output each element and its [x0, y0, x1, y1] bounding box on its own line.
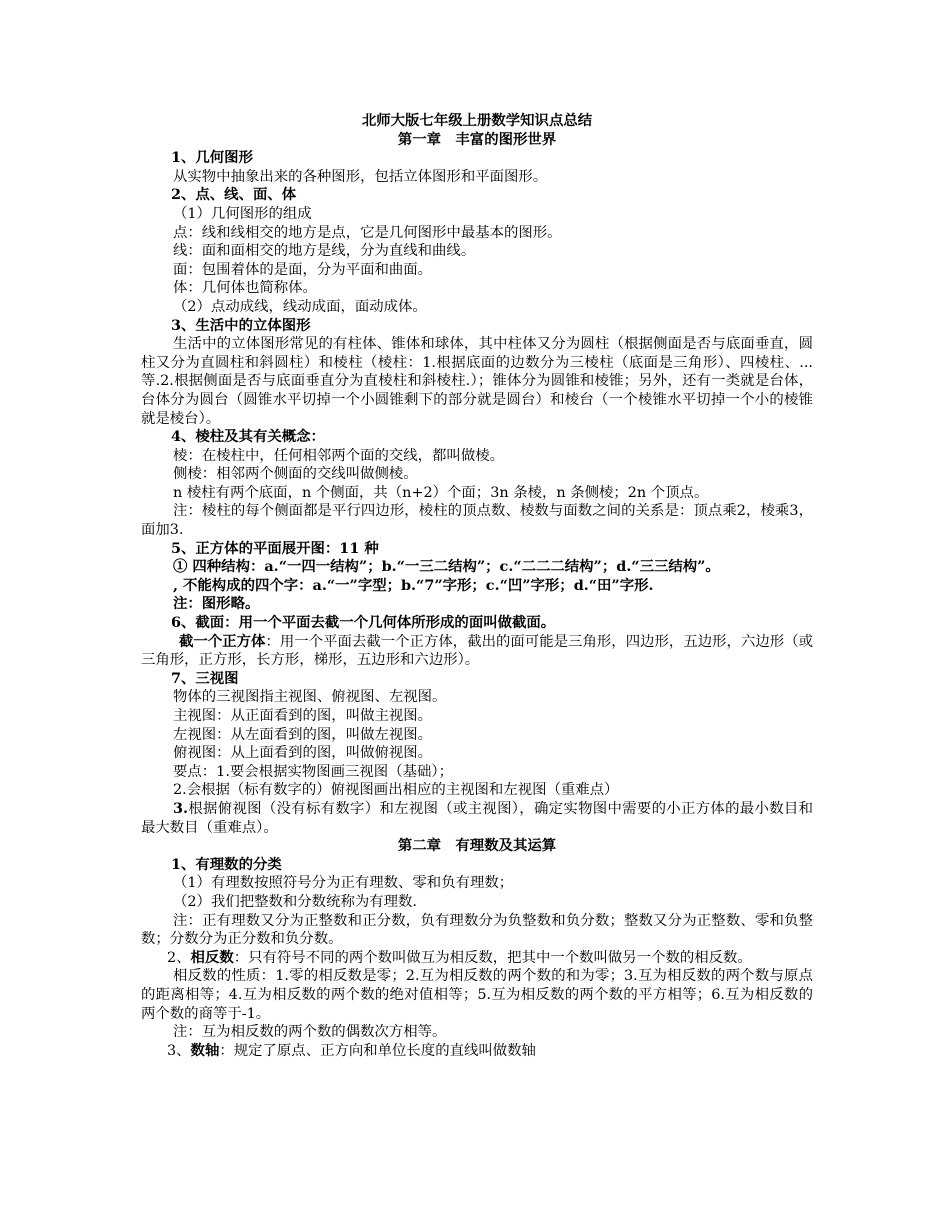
paragraph: n 棱柱有两个底面，n 个侧面，共（n+2）个面；3n 条棱，n 条侧棱；2n 个顶点。: [173, 484, 709, 501]
paragraph: 2.会根据（标有数字的）俯视图画出相应的主视图和左视图（重难点）: [173, 782, 619, 799]
paragraph: 点：线和线相交的地方是点，它是几何图形中最基本的图形。: [173, 224, 562, 241]
bold-number: 3.: [173, 799, 189, 817]
paragraph: ① 四种结构：a.“一四一结构”；b.“一三二结构”；c.“二二二结构”；d.“三三结构”。: [173, 558, 720, 576]
paragraph: 棱：在棱柱中，任何相邻两个面的交线，都叫做棱。: [173, 447, 504, 464]
paragraph: 相反数的性质：1.零的相反数是零；2.互为相反数的两个数的和为零；3.互为相反数的两个数与原点的距离相等；4.互为相反数的两个数的绝对值相等；5.互为相反数的两个数的平方相等；6.互为相反数的两个数的商等于-1。: [141, 968, 813, 1022]
paragraph: （2）点动成线，线动成面，面动成体。: [173, 298, 427, 315]
section-heading: 1、有理数的分类: [171, 855, 282, 873]
paragraph-text: ：只有符号不同的两个数叫做互为相反数，把其中一个数叫做另一个数的相反数。: [233, 949, 752, 966]
paragraph: （1）有理数按照符号分为正有理数、零和负有理数；: [173, 875, 514, 892]
paragraph: 体：几何体也简称体。: [173, 280, 317, 297]
section-heading: 6、截面：用一个平面去截一个几何体所形成的面叫做截面。: [171, 614, 556, 632]
paragraph-text: 根据俯视图（没有标有数字）和左视图（或主视图），确定实物图中需要的小正方体的最小数目和最大数目（重难点）。: [141, 800, 813, 836]
chapter-2-title: 第二章 有理数及其运算: [397, 837, 557, 855]
section-heading: 4、棱柱及其有关概念：: [171, 428, 325, 446]
paragraph: 注：正有理数又分为正整数和正分数，负有理数分为负整数和负分数；整数又分为正整数、零和负整数；分数分为正分数和负分数。: [141, 912, 813, 948]
section-number: 3、: [167, 1042, 191, 1059]
paragraph: 从实物中抽象出来的各种图形，包括立体图形和平面图形。: [173, 168, 548, 185]
section-heading: 1、几何图形: [171, 149, 253, 167]
paragraph: （2）我们把整数和分数统称为有理数.: [173, 893, 417, 910]
document-page: [141, 112, 813, 1060]
paragraph: [141, 1042, 813, 1061]
section-heading: 5、正方体的平面展开图：11 种: [171, 539, 379, 557]
paragraph: （1）几何图形的组成: [173, 205, 312, 222]
paragraph: 生活中的立体图形常见的有柱体、锥体和球体，其中柱体又分为圆柱（根据侧面是否与底面垂直，圆柱又分为直圆柱和斜圆柱）和棱柱（棱柱：1.根据底面的边数分为三棱柱（底面是三角形）、四棱柱、...等.2.根据侧面是否与底面垂直分为直棱柱和斜棱柱.）；锥体分为圆锥和棱锥；另外，还有一类就是台体，台体分为圆台（圆锥水平切掉一个小圆锥剩下的部分就是圆台）和棱台（一个棱锥水平切掉一个小的棱锥就是棱台）。: [141, 336, 813, 427]
section-heading: 7、三视图: [171, 669, 239, 687]
paragraph: 要点：1.要会根据实物图画三视图（基础）；: [173, 763, 453, 780]
bold-term: 数轴: [190, 1041, 220, 1059]
paragraph-text: ：规定了原点、正方向和单位长度的直线叫做数轴: [219, 1042, 536, 1059]
paragraph: 左视图：从左面看到的图，叫做左视图。: [173, 726, 433, 743]
paragraph: 物体的三视图指主视图、俯视图、左视图。: [173, 689, 447, 706]
paragraph: 注：棱柱的每个侧面都是平行四边形，棱柱的顶点数、棱数与面数之间的关系是：顶点乘2，棱乘3，面加3.: [141, 503, 813, 539]
section-heading: 2、点、线、面、体: [171, 186, 297, 204]
paragraph: [141, 949, 813, 968]
paragraph: 俯视图：从上面看到的图，叫做俯视图。: [173, 745, 433, 762]
paragraph: 注：图形略。: [173, 595, 260, 613]
paragraph: 线：面和面相交的地方是线，分为直线和曲线。: [173, 243, 476, 260]
bold-term: 相反数: [190, 948, 234, 966]
chapter-1-title: 第一章 丰富的图形世界: [397, 130, 557, 148]
paragraph: [141, 633, 813, 670]
document-title: 北师大版七年级上册数学知识点总结: [361, 112, 593, 129]
paragraph-text: ：用一个平面去截一个正方体，截出的面可能是三角形，四边形，五边形，六边形（或三角形，正方形，长方形，梯形，五边形和六边形）。: [141, 633, 813, 669]
paragraph: [141, 800, 813, 837]
bold-term: 截一个正方体: [179, 632, 266, 650]
paragraph: 侧棱：相邻两个侧面的交线叫做侧棱。: [173, 466, 418, 483]
paragraph: 注：互为相反数的两个数的偶数次方相等。: [173, 1024, 447, 1041]
section-number: 2、: [167, 949, 191, 966]
paragraph: 面：包围着体的是面，分为平面和曲面。: [173, 261, 433, 278]
paragraph: 主视图：从正面看到的图，叫做主视图。: [173, 708, 433, 724]
section-heading: 3、生活中的立体图形: [171, 316, 311, 334]
paragraph: , 不能构成的四个字：a.“一”字型；b.“7”字形；c.“凹”字形；d.“田”字形.: [173, 576, 654, 594]
